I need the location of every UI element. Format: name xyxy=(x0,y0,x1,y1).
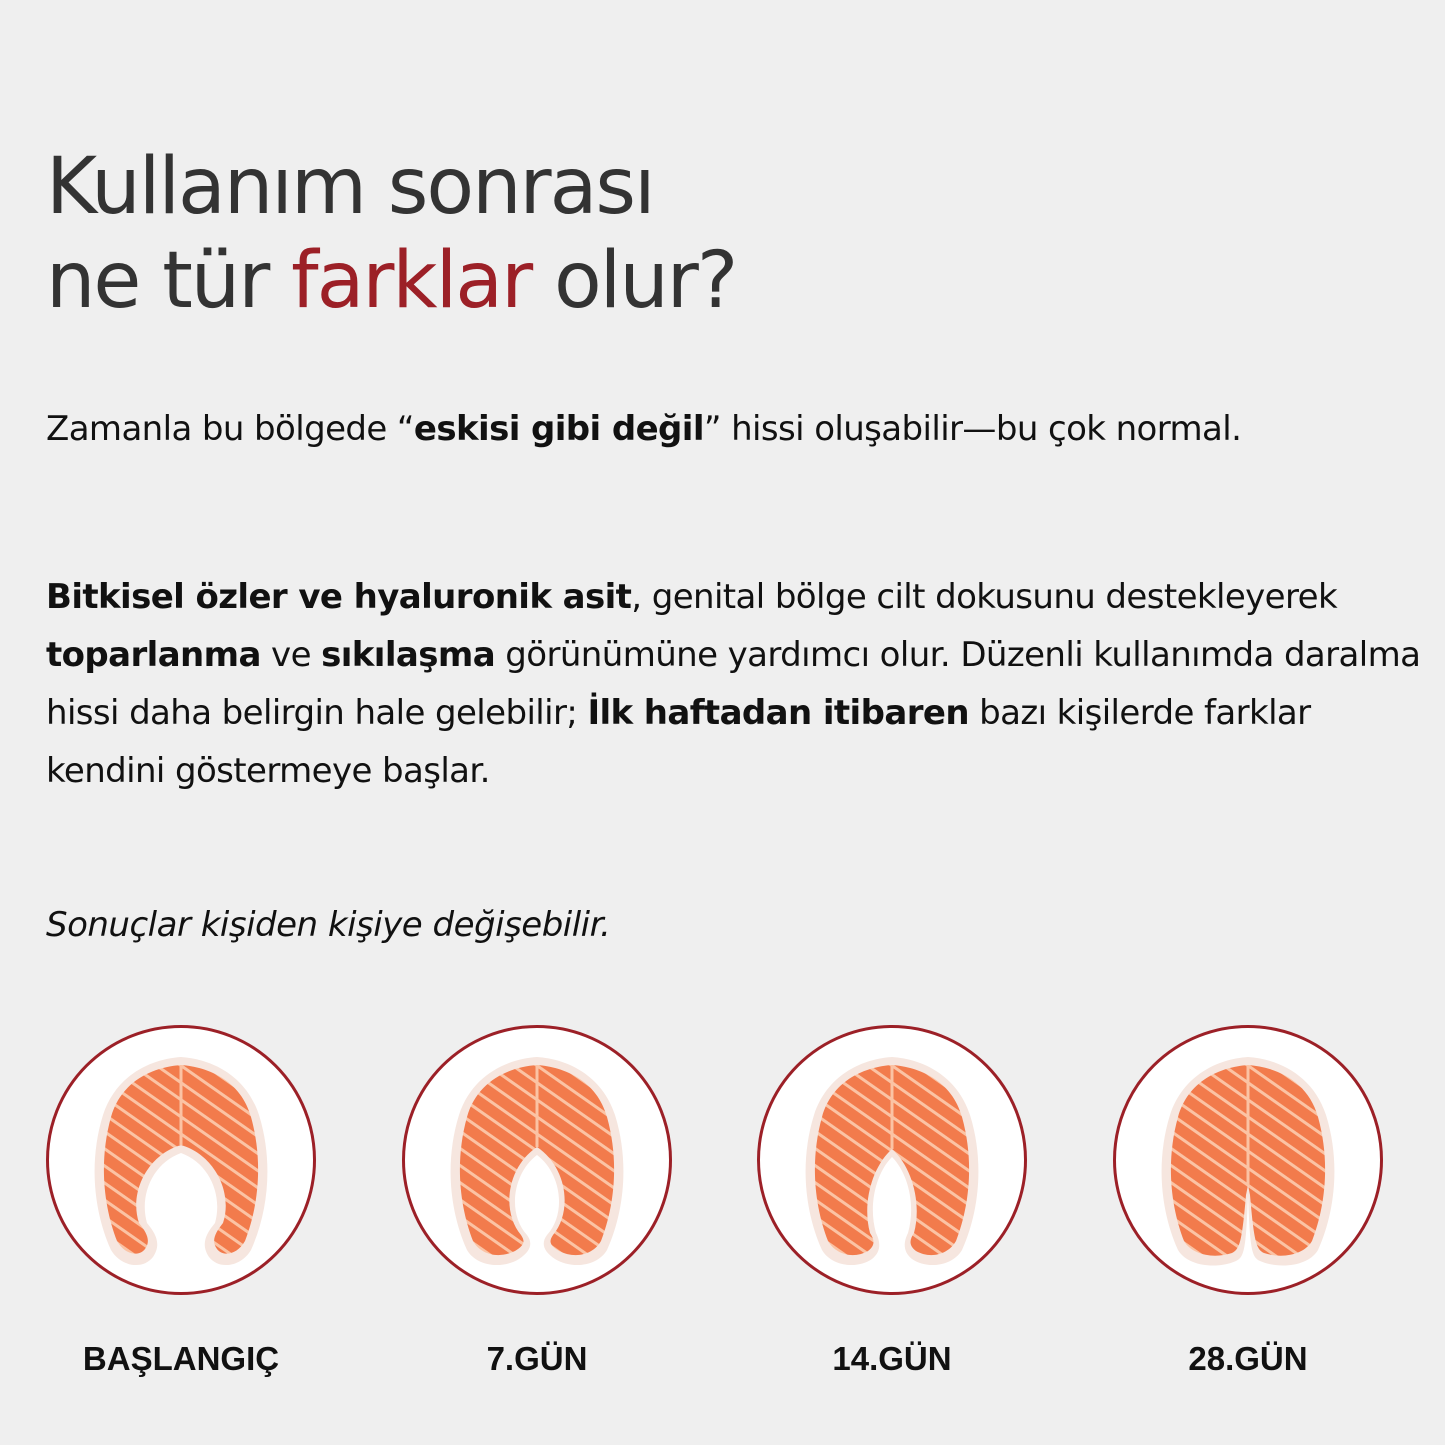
first-week-bold: İlk haftadan itibaren xyxy=(587,693,969,733)
stage-label: 7.GÜN xyxy=(486,1340,588,1377)
ingredients-bold: Bitkisel özler ve hyaluronik asit xyxy=(46,577,632,617)
stage-day-7 xyxy=(402,1025,672,1378)
salmon-steak-icon xyxy=(81,1045,281,1275)
intro-text-2: ” hissi oluşabilir—bu çok normal. xyxy=(703,409,1242,449)
stage-label: 28.GÜN xyxy=(1188,1340,1308,1377)
salmon-steak-icon xyxy=(437,1045,637,1275)
salmon-steak-icon xyxy=(1148,1045,1348,1275)
stage-day-28 xyxy=(1113,1025,1383,1378)
stage-day-14 xyxy=(757,1025,1027,1378)
intro-text-1: Zamanla bu bölgede “ xyxy=(46,409,414,449)
benefits-text-4: bazı kişilerde farklar kendini göstermeye başlar. xyxy=(46,693,1311,791)
benefits-text-2: ve xyxy=(260,635,322,675)
benefits-text-3: görünümüne yardımcı olur. Düzenli kullanımda daralma hissi daha belirgin hale gelebilir; xyxy=(46,635,1421,733)
title-line-1: Kullanım sonrası xyxy=(46,142,654,232)
stage-circle xyxy=(757,1025,1027,1295)
stage-circle xyxy=(1113,1025,1383,1295)
stage-circle xyxy=(402,1025,672,1295)
title-line-2-end: olur? xyxy=(531,236,737,326)
stage-label: 14.GÜN xyxy=(832,1340,952,1377)
intro-paragraph xyxy=(46,400,1426,458)
benefits-paragraph xyxy=(46,568,1426,800)
tightening-bold: sıkılaşma xyxy=(321,635,496,675)
stage-start xyxy=(46,1025,316,1378)
results-disclaimer: Sonuçlar kişiden kişiye değişebilir. xyxy=(46,905,611,945)
benefits-text-1: , genital bölge cilt dokusunu destekleyerek xyxy=(631,577,1338,617)
stage-label: BAŞLANGIÇ xyxy=(82,1340,280,1377)
stage-circle xyxy=(46,1025,316,1295)
intro-bold-phrase: eskisi gibi değil xyxy=(413,409,704,449)
salmon-steak-icon xyxy=(792,1045,992,1275)
page-title xyxy=(46,140,1346,328)
title-accent-word: farklar xyxy=(291,236,532,326)
recovery-bold: toparlanma xyxy=(46,635,261,675)
title-line-2-start: ne tür xyxy=(46,236,292,326)
